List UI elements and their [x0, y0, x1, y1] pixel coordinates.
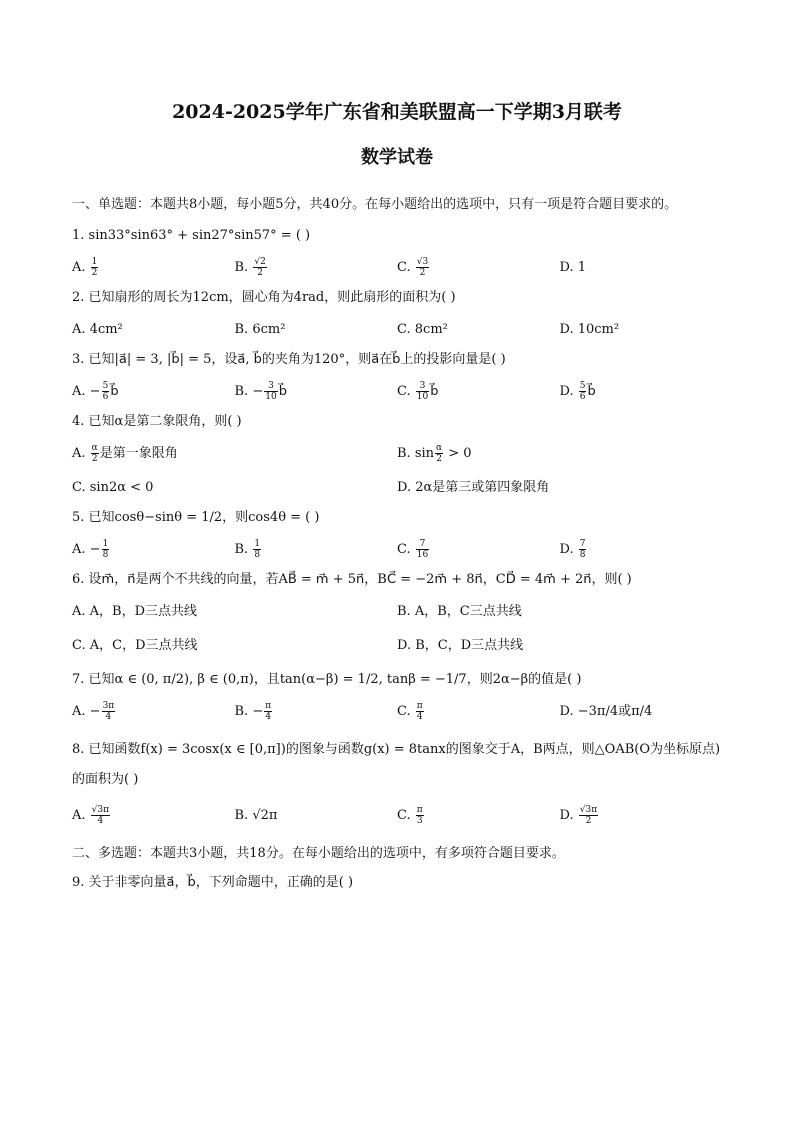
option-d: D. 1	[559, 260, 587, 275]
option-a: A. 4cm²	[72, 322, 123, 337]
option-b: B. 6cm²	[234, 322, 286, 337]
question-7-stem: 7. 已知α ∈ (0, π/2), β ∈ (0,π)，且tan(α−β) = 1/2, tanβ = −1/7，则2α−β的值是( )	[72, 672, 582, 687]
exam-page	[72, 100, 722, 894]
question-4-options-row2	[72, 477, 722, 499]
option-b: B. √2π	[234, 808, 278, 823]
question-3-stem: 3. 已知|a⃗| = 3, |b⃗| = 5，设a⃗, b⃗的夹角为120°，则a⃗在b⃗上的投影向量是( )	[72, 352, 506, 367]
page-subtitle: 数学试卷	[361, 147, 433, 168]
question-4-stem: 4. 已知α是第二象限角，则( )	[72, 414, 242, 429]
question-8-stem: 8. 已知函数f(x) = 3cosx(x ∈ [0,π])的图象与函数g(x) = 8tanx的图象交于A，B两点，则△OAB(O为坐标原点)的面积为( )	[72, 742, 721, 787]
option-d: D. $\frac{5}{6}$ b⃗	[559, 381, 596, 402]
section-2-heading: 二、多选题：本题共3小题，共18分。在每小题给出的选项中，有多项符合题目要求。	[72, 846, 565, 861]
option-a: A. − $\frac{1}{8}$	[72, 539, 109, 560]
option-a: A. $\frac{1}{2}$	[72, 257, 98, 278]
option-d: D. 2α是第三或第四象限角	[397, 480, 550, 495]
option-c: C. $\frac{\pi}{3}$	[397, 805, 423, 826]
option-a: A. $\frac{\alpha}{2}$ 是第一象限角	[72, 443, 178, 464]
question-4-options-row1	[72, 443, 722, 465]
option-b: B. A，B，C三点共线	[397, 604, 522, 619]
option-a: A. − $\frac{5}{6}$ b⃗	[72, 381, 119, 402]
question-1-options	[72, 257, 722, 279]
option-d: D. −3π/4或π/4	[559, 704, 653, 719]
question-5-stem: 5. 已知cosθ−sinθ = 1/2，则cos4θ = ( )	[72, 510, 320, 525]
question-1-stem: 1. sin33°sin63° + sin27°sin57° = ( )	[72, 228, 311, 243]
question-2-options	[72, 319, 722, 341]
option-b: B. $\frac{√2}{2}$	[234, 257, 266, 278]
option-b: B. − $\frac{3}{10}$ b⃗	[234, 381, 287, 402]
page-title: 2024-2025学年广东省和美联盟高一下学期3月联考	[172, 101, 622, 123]
section-1-heading: 一、单选题：本题共8小题，每小题5分，共40分。在每小题给出的选项中，只有一项是符合题目要求的。	[72, 197, 678, 212]
question-9-stem: 9. 关于非零向量a⃗，b⃗，下列命题中，正确的是( )	[72, 875, 354, 890]
option-c: C. $\frac{3}{10}$ b⃗	[397, 381, 439, 402]
option-c: C. 8cm²	[397, 322, 448, 337]
option-a: A. A，B，D三点共线	[72, 604, 198, 619]
question-5-options	[72, 539, 722, 561]
option-d: D. 10cm²	[559, 322, 620, 337]
question-6-options-row1	[72, 601, 722, 623]
question-2-stem: 2. 已知扇形的周长为12cm，圆心角为4rad，则此扇形的面积为( )	[72, 290, 456, 305]
option-c: C. $\frac{√3}{2}$	[397, 257, 429, 278]
option-d: D. B，C，D三点共线	[397, 638, 524, 653]
option-c: C. A，C，D三点共线	[72, 638, 198, 653]
option-b: B. − $\frac{\pi}{4}$	[234, 701, 272, 722]
question-8-options	[72, 805, 722, 827]
question-7-options	[72, 701, 722, 723]
option-c: C. $\frac{7}{16}$	[397, 539, 429, 560]
option-c: C. sin2α < 0	[72, 480, 154, 495]
question-3-options	[72, 381, 722, 403]
question-6-stem: 6. 设m⃗，n⃗是两个不共线的向量，若AB⃗ = m⃗ + 5n⃗，BC⃗ = −2m⃗ + 8n⃗，CD⃗ = 4m⃗ + 2n⃗，则( )	[72, 572, 632, 587]
option-a: A. − $\frac{3\pi}{4}$	[72, 701, 115, 722]
option-c: C. $\frac{\pi}{4}$	[397, 701, 423, 722]
question-6-options-row2	[72, 635, 722, 657]
option-b: B. sin $\frac{\alpha}{2}$ > 0	[397, 443, 472, 464]
option-d: D. $\frac{7}{8}$	[559, 539, 586, 560]
option-b: B. $\frac{1}{8}$	[234, 539, 261, 560]
option-a: A. $\frac{√3\pi}{4}$	[72, 805, 110, 826]
option-d: D. $\frac{√3\pi}{2}$	[559, 805, 598, 826]
